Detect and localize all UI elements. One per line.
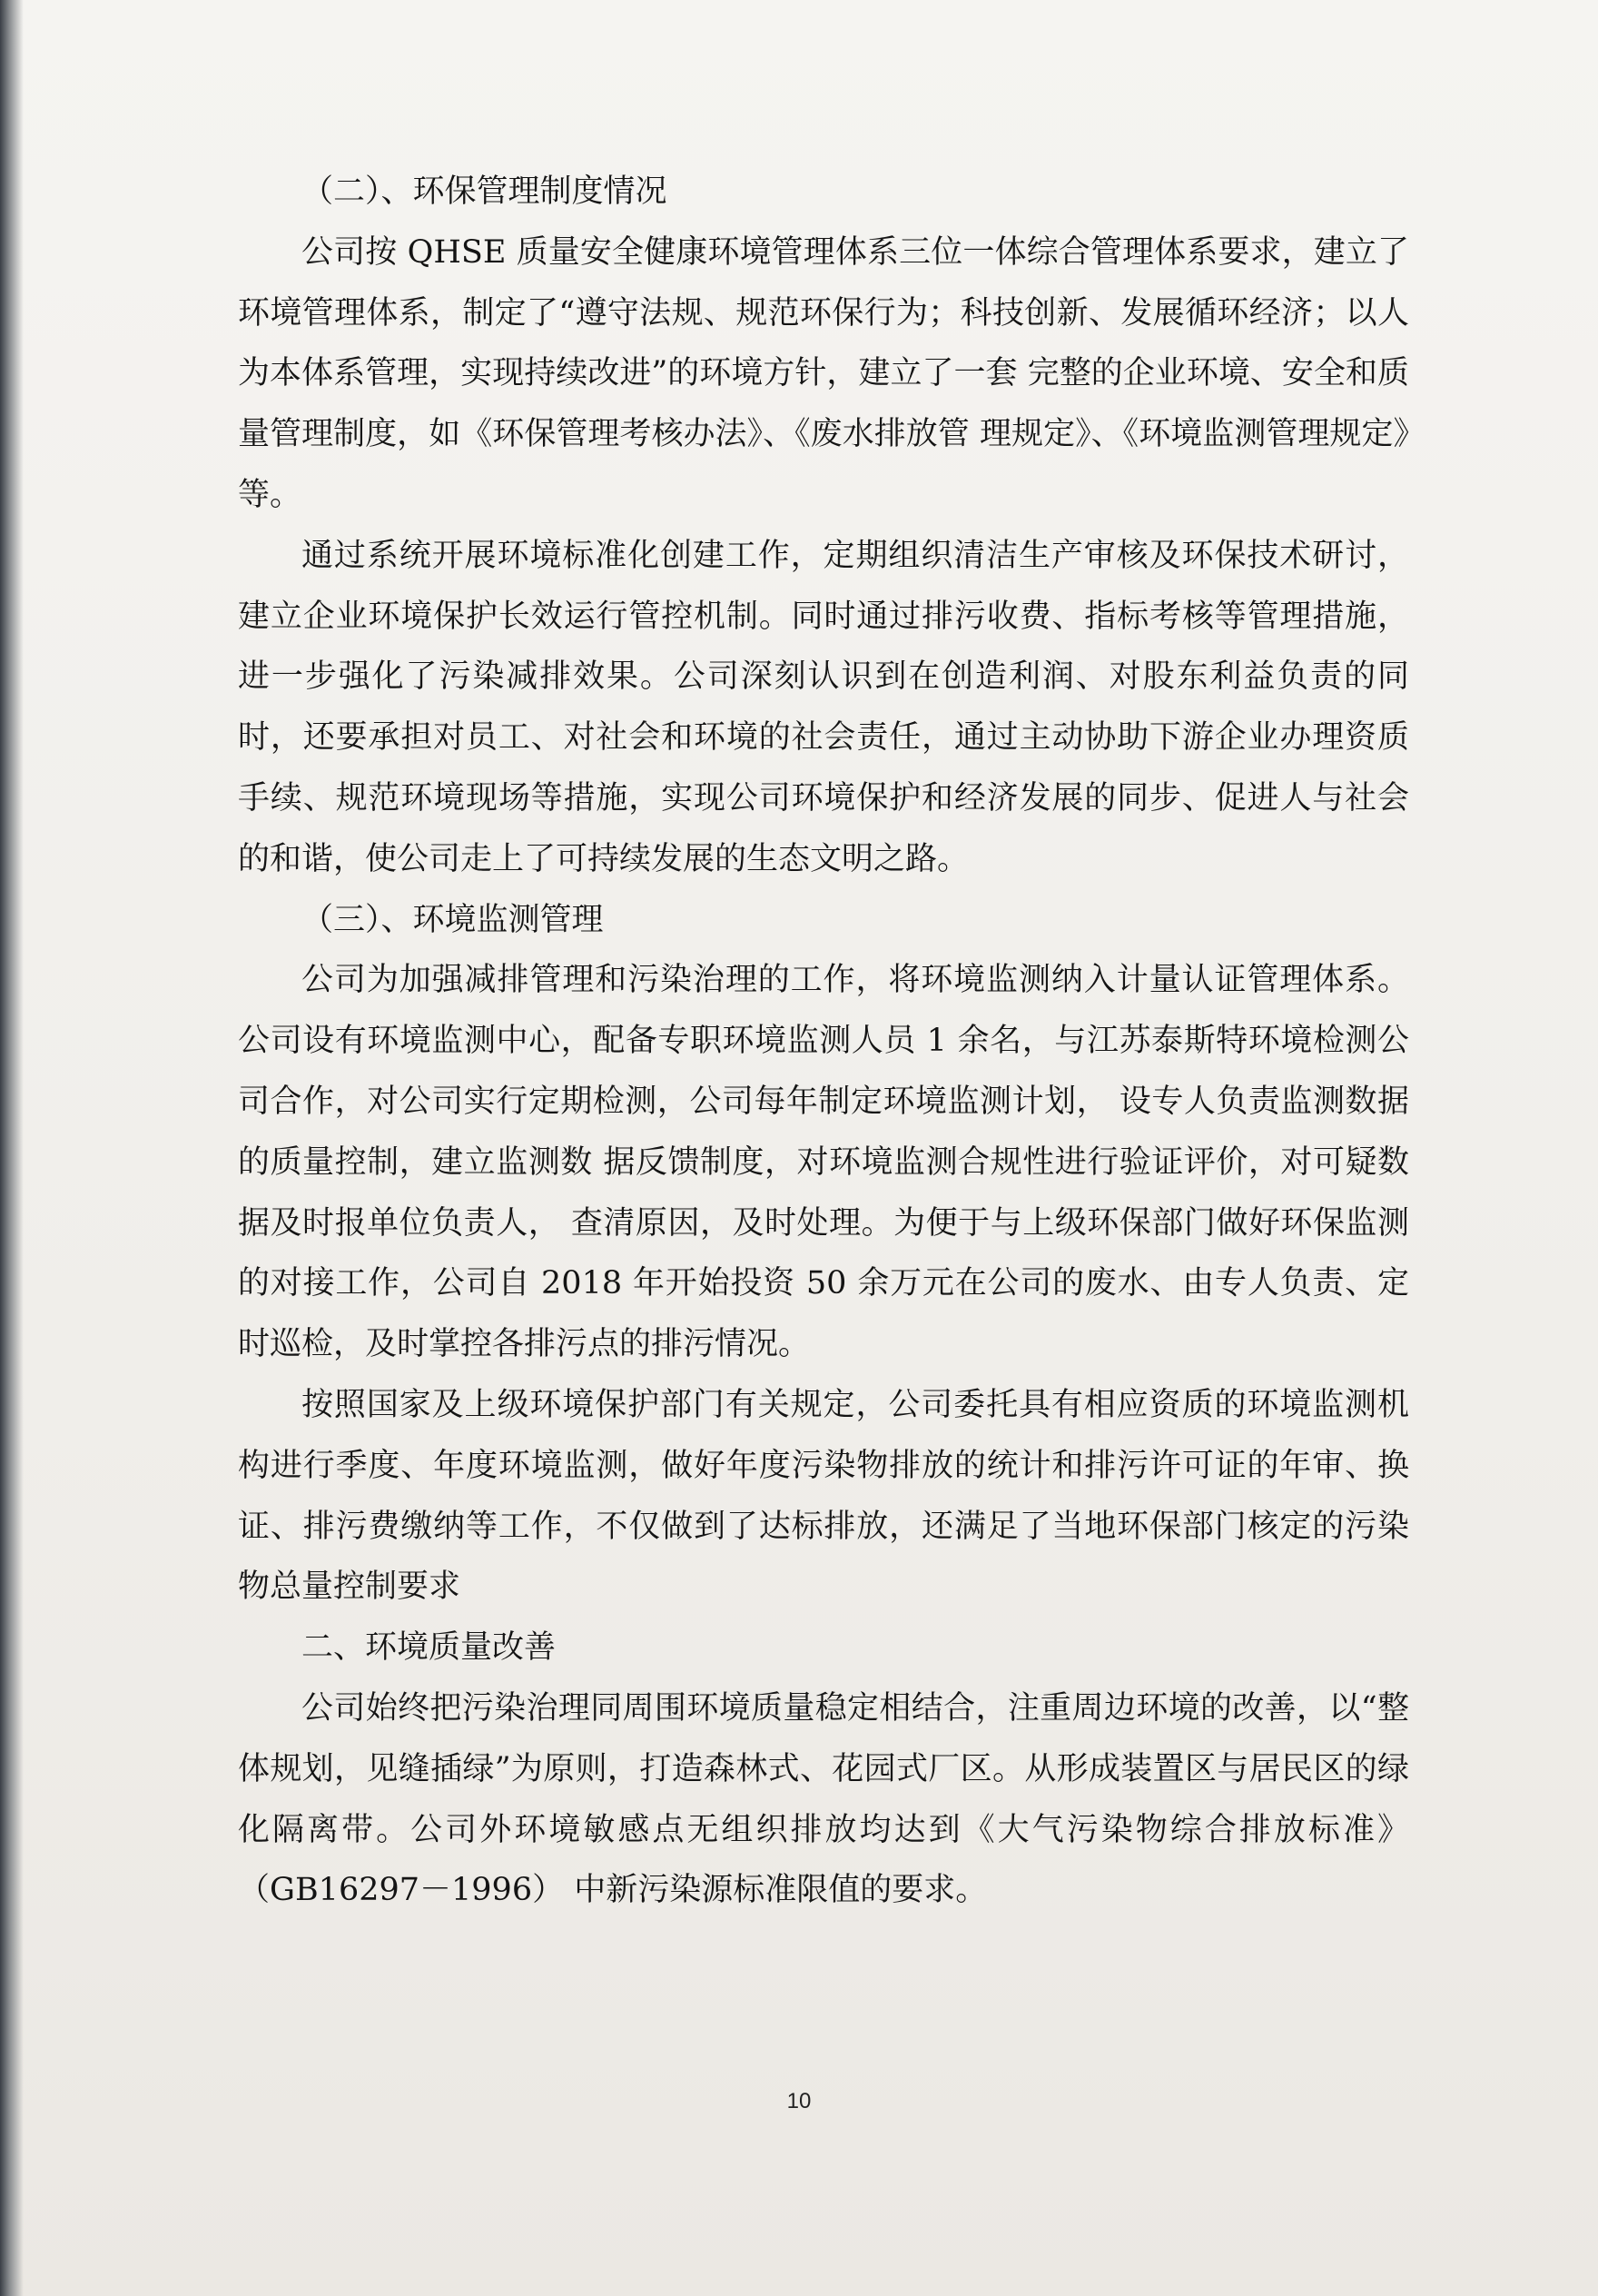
document-body: [238, 162, 1409, 1921]
paragraph: 通过系统开展环境标准化创建工作，定期组织清洁生产审核及环保技术研讨，建立企业环境保护长效运行管控机制。同时通过排污收费、指标考核等管理措施，进一步强化了污染减排效果。公司深刻认识到在创造利润、对股东利益负责的同时，还要承担对员工、对社会和环境的社会责任，通过主动协助下游企业办理资质手续、规范环境现场等措施，实现公司环境保护和经济发展的同步、促进人与社会的和谐，使公司走上了可持续发展的生态文明之路。: [238, 537, 1409, 877]
scan-edge-shadow: [0, 0, 24, 2296]
paragraph: 公司为加强减排管理和污染治理的工作，将环境监测纳入计量认证管理体系。公司设有环境监测中心，配备专职环境监测人员 1 余名，与江苏泰斯特环境检测公司合作，对公司实行定期检测，公司每年制定环境监测计划， 设专人负责监测数据的质量控制，建立监测数 据反馈制度，对环境监测合规性进行验证评价，对可疑数据及时报单位负责人， 查清原因，及时处理。为便于与上级环保部门做好环保监测的对接工作，公司自 2018 年开始投资 50 余万元在公司的废水、由专人负责、定时巡检，及时掌控各排污点的排污情况。: [238, 962, 1409, 1363]
section-heading-management-system: （二）、环保管理制度情况: [301, 173, 667, 210]
paragraph: 公司始终把污染治理同周围环境质量稳定相结合，注重周边环境的改善，以“整体规划，见缝插绿”为原则，打造森林式、花园式厂区。从形成装置区与居民区的绿化隔离带。公司外环境敏感点无组织排放均达到《大气污染物综合排放标准》（GB16297－1996） 中新污染源标准限值的要求。: [238, 1689, 1409, 1909]
page-number: 10: [786, 2089, 812, 2113]
paragraph: 按照国家及上级环境保护部门有关规定，公司委托具有相应资质的环境监测机构进行季度、年度环境监测，做好年度污染物排放的统计和排污许可证的年审、换证、排污费缴纳等工作，不仅做到了达标排放，还满足了当地环保部门核定的污染物总量控制要求: [238, 1386, 1409, 1606]
section-heading-environment-quality: 二、环境质量改善: [301, 1629, 557, 1667]
section-heading-environmental-monitoring: （三）、环境监测管理: [301, 901, 604, 938]
paragraph: 公司按 QHSE 质量安全健康环境管理体系三位一体综合管理体系要求，建立了环境管理体系，制定了“遵守法规、规范环保行为；科技创新、发展循环经济；以人为本体系管理，实现持续改进”的环境方针，建立了一套 完整的企业环境、安全和质量管理制度，如《环保管理考核办法》、《废水排放管 理规定》、《环境监测管理规定》等。: [238, 233, 1409, 513]
